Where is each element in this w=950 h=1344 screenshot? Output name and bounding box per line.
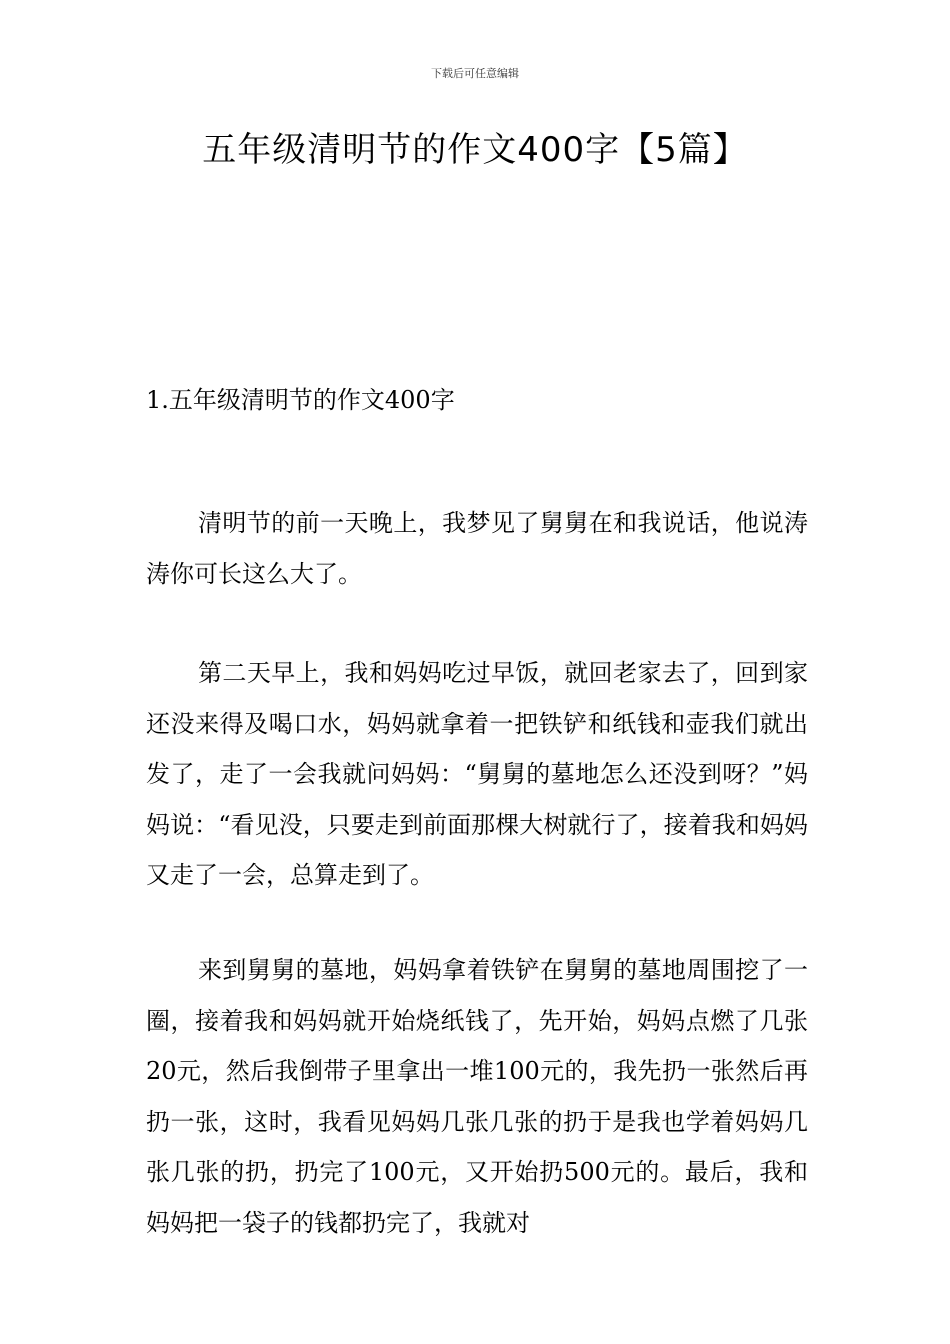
paragraph-1: 清明节的前一天晚上，我梦见了舅舅在和我说话，他说涛涛你可长这么大了。	[146, 509, 808, 588]
document-title: 五年级清明节的作文400字【5篇】	[202, 130, 748, 170]
paragraph-3: 来到舅舅的墓地，妈妈拿着铁铲在舅舅的墓地周围挖了一圈，接着我和妈妈就开始烧纸钱了，先开始，妈妈点燃了几张20元，然后我倒带子里拿出一堆100元的，我先扔一张然后再扔一张，这时，我看见妈妈几张几张的扔于是我也学着妈妈几张几张的扔，扔完了100元，又开始扔500元的。最后，我和妈妈把一袋子的钱都扔完了，我就对	[146, 956, 808, 1237]
paragraph-2: 第二天早上，我和妈妈吃过早饭，就回老家去了，回到家还没来得及喝口水，妈妈就拿着一把铁铲和纸钱和壶我们就出发了，走了一会我就问妈妈：“舅舅的墓地怎么还没到呀？”妈妈说：“看见没，只要走到前面那棵大树就行了，接着我和妈妈又走了一会，总算走到了。	[146, 659, 808, 889]
header-note: 下载后可任意编辑	[431, 67, 519, 80]
section-heading: 1.五年级清明节的作文400字	[146, 386, 455, 414]
